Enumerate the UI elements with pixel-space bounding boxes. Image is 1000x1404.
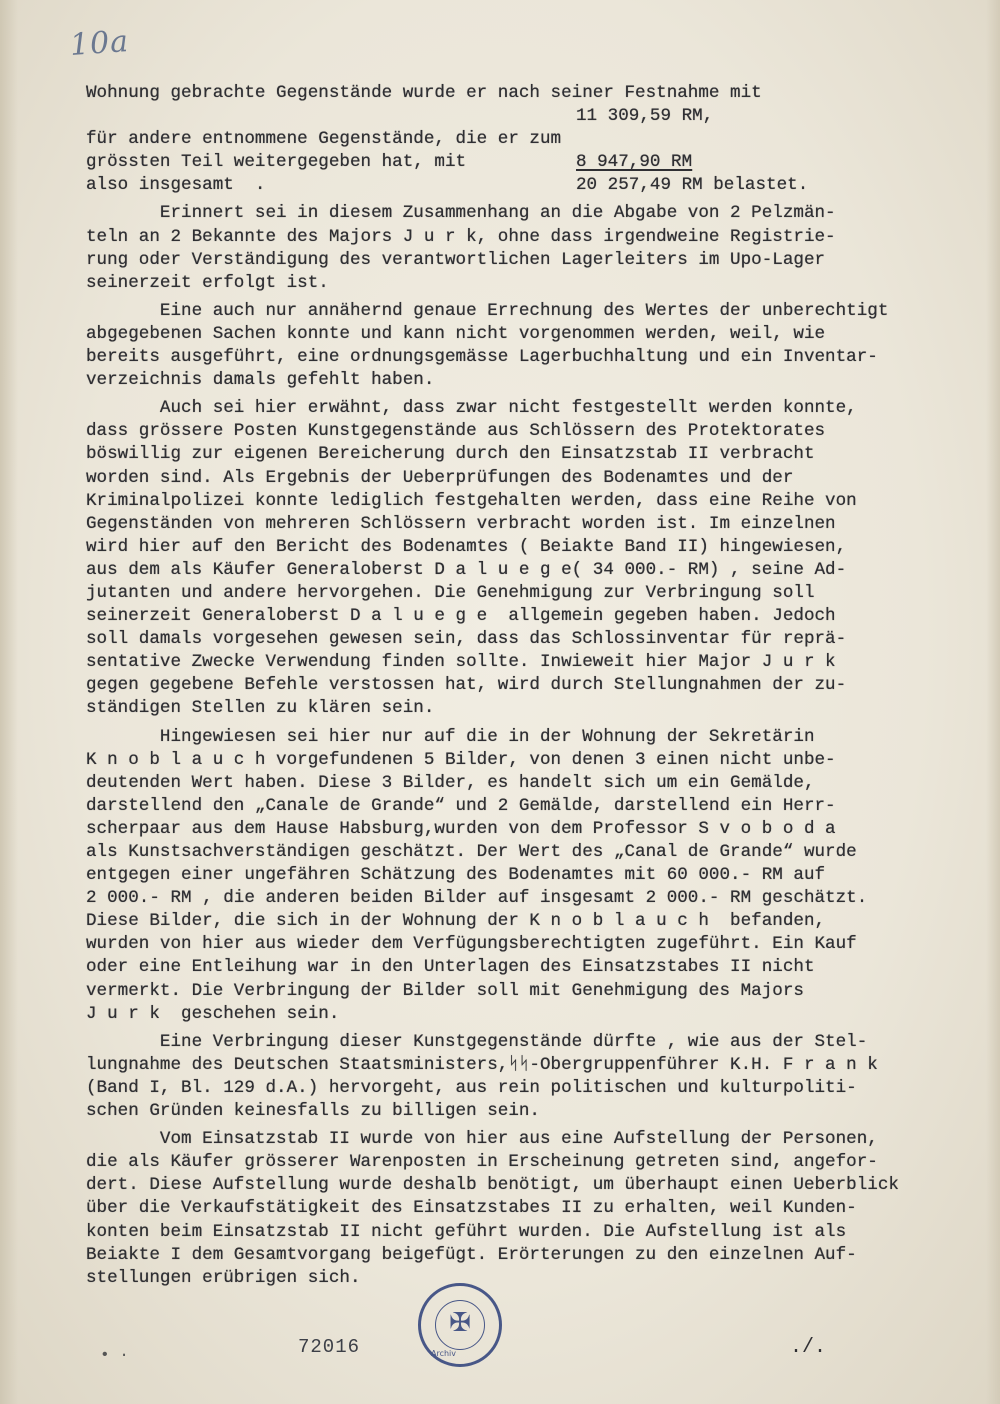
text-line: als Kunstsachverständigen geschätzt. Der Wert des „Canal de Grande“ wurde bbox=[86, 842, 857, 862]
text-line: oder eine Entleihung war in den Unterlagen des Einsatzstabes II nicht bbox=[86, 957, 815, 978]
paragraphs bbox=[86, 197, 899, 1289]
text-line: (Band I, Bl. 129 d.A.) hervorgeht, aus rein politischen und kulturpoliti- bbox=[86, 1077, 857, 1098]
text-line: über die Verkaufstätigkeit des Einsatzstabes II zu erhalten, weil Kunden- bbox=[86, 1198, 857, 1219]
amount-row bbox=[86, 151, 876, 174]
text-line: sentative Zwecke Verwendung finden sollte. Inwieweit hier Major J u r k bbox=[86, 652, 836, 673]
text-line: Diese Bilder, die sich in der Wohnung der K n o b l a u c h befanden, bbox=[86, 911, 826, 932]
archive-number: 72016 bbox=[298, 1336, 361, 1358]
text-line: Hingewiesen sei hier nur auf die in der Wohnung der Sekretärin bbox=[86, 726, 815, 747]
text-line: dass grössere Posten Kunstgegenstände aus Schlössern des Protektorates bbox=[86, 421, 826, 442]
typed-document-body bbox=[86, 82, 899, 1290]
stamp-text: Archiv bbox=[431, 1349, 457, 1358]
text-line: teln an 2 Bekannte des Majors J u r k, ohne dass irgendweine Registrie- bbox=[86, 226, 836, 247]
text-line: Gegenständen von mehreren Schlössern verbracht worden ist. Im einzelnen bbox=[86, 513, 836, 534]
text-line: jutanten und andere hervorgehen. Die Genehmigung zur Verbringung soll bbox=[86, 582, 815, 603]
text-line: seinerzeit Generaloberst D a l u e g e allgemein gegeben haben. Jedoch bbox=[86, 606, 836, 627]
text-line: J u r k geschehen sein. bbox=[86, 1003, 340, 1024]
text-line: dert. Diese Aufstellung wurde deshalb benötigt, um überhaupt einen Ueberblick bbox=[86, 1175, 899, 1196]
text-line: Eine Verbringung dieser Kunstgegenstände dürfte , wie aus der Stel- bbox=[86, 1031, 868, 1052]
text-line: die als Käufer grösserer Warenposten in Erscheinung getreten sind, angefor- bbox=[86, 1152, 878, 1173]
amount-value-underlined: 8 947,90 RM bbox=[576, 152, 693, 173]
text-line: gegen gegebene Befehle verstossen hat, wird durch Stellungnahmen der zu- bbox=[86, 675, 847, 696]
archive-stamp bbox=[418, 1283, 502, 1367]
text-line: K n o b l a u c h vorgefundenen 5 Bilder, von denen 3 einen nicht unbe- bbox=[86, 749, 836, 770]
amount-total-row bbox=[86, 174, 876, 197]
text-line: stellungen erübrigen sich. bbox=[86, 1267, 361, 1288]
eagle-icon: ✠ bbox=[449, 1308, 471, 1338]
continuation-mark: ./. bbox=[790, 1336, 827, 1359]
text-line: Kriminalpolizei konnte lediglich festgehalten werden, dass eine Reihe von bbox=[86, 490, 857, 511]
text-line: Eine auch nur annähernd genaue Errechnung des Wertes der unberechtigt bbox=[86, 300, 889, 321]
text-line: lungnahme des Deutschen Staatsministers,ᛋᛋ-Obergruppenführer K.H. F r a n k bbox=[86, 1054, 878, 1075]
text-line: böswillig zur eigenen Bereicherung durch den Einsatzstab II verbracht bbox=[86, 444, 815, 465]
text-line: deutenden Wert haben. Diese 3 Bilder, es handelt sich um ein Gemälde, bbox=[86, 772, 815, 793]
text-line: Beiakte I dem Gesamtvorgang beigefügt. Erörterungen zu den einzelnen Auf- bbox=[86, 1244, 857, 1265]
text-line: aus dem als Käufer Generaloberst D a l u e g e( 34 000.- RM) , seine Ad- bbox=[86, 559, 847, 580]
margin-mark: • · bbox=[100, 1346, 129, 1364]
text-line: Erinnert sei in diesem Zusammenhang an die Abgabe von 2 Pelzmän- bbox=[86, 203, 836, 224]
text-line: vermerkt. Die Verbringung der Bilder soll mit Genehmigung des Majors bbox=[86, 980, 804, 1001]
text-line: wird hier auf den Bericht des Bodenamtes ( Beiakte Band II) hingewiesen, bbox=[86, 536, 847, 557]
amount-total: 20 257,49 RM belastet. bbox=[576, 175, 809, 196]
text-line: verzeichnis damals gefehlt haben. bbox=[86, 370, 435, 391]
text-line: bereits ausgeführt, eine ordnungsgemässe Lagerbuchhaltung und ein Inventar- bbox=[86, 347, 878, 368]
amount-value: 11 309,59 RM, bbox=[576, 106, 714, 127]
text-line: seinerzeit erfolgt ist. bbox=[86, 272, 329, 293]
text-line: scherpaar aus dem Hause Habsburg,wurden von dem Professor S v o b o d a bbox=[86, 818, 836, 839]
text-line: rung oder Verständigung des verantwortlichen Lagerleiters im Upo-Lager bbox=[86, 249, 826, 270]
amount-label: also insgesamt . bbox=[86, 175, 266, 196]
text-line: schen Gründen keinesfalls zu billigen sein. bbox=[86, 1101, 540, 1122]
amount-row bbox=[86, 105, 876, 128]
text-line: für andere entnommene Gegenstände, die er zum bbox=[86, 129, 562, 150]
text-line: darstellend den „Canale de Grande“ und 2 Gemälde, darstellend ein Herr- bbox=[86, 795, 836, 816]
handwritten-page-number: 10a bbox=[68, 23, 131, 64]
text-line: ständigen Stellen zu klären sein. bbox=[86, 698, 435, 719]
text-line: wurden von hier aus wieder dem Verfügungsberechtigten zugeführt. Ein Kauf bbox=[86, 934, 857, 955]
text-line: 2 000.- RM , die anderen beiden Bilder auf insgesamt 2 000.- RM geschätzt. bbox=[86, 888, 868, 909]
text-line: abgegebenen Sachen konnte und kann nicht vorgenommen werden, weil, wie bbox=[86, 323, 826, 344]
amount-label: grössten Teil weitergegeben hat, mit bbox=[86, 152, 467, 173]
text-line: Vom Einsatzstab II wurde von hier aus eine Aufstellung der Personen, bbox=[86, 1129, 878, 1150]
text-line: soll damals vorgesehen gewesen sein, dass das Schlossinventar für reprä- bbox=[86, 629, 847, 650]
text-line: Wohnung gebrachte Gegenstände wurde er nach seiner Festnahme mit bbox=[86, 83, 762, 103]
text-line: worden sind. Als Ergebnis der Ueberprüfungen des Bodenamtes und der bbox=[86, 467, 794, 488]
text-line: konten beim Einsatzstab II nicht geführt wurden. Die Aufstellung ist als bbox=[86, 1221, 847, 1242]
text-line: Auch sei hier erwähnt, dass zwar nicht festgestellt werden konnte, bbox=[86, 398, 857, 419]
text-line: entgegen einer ungefähren Schätzung des Bodenamtes mit 60 000.- RM auf bbox=[86, 865, 826, 886]
